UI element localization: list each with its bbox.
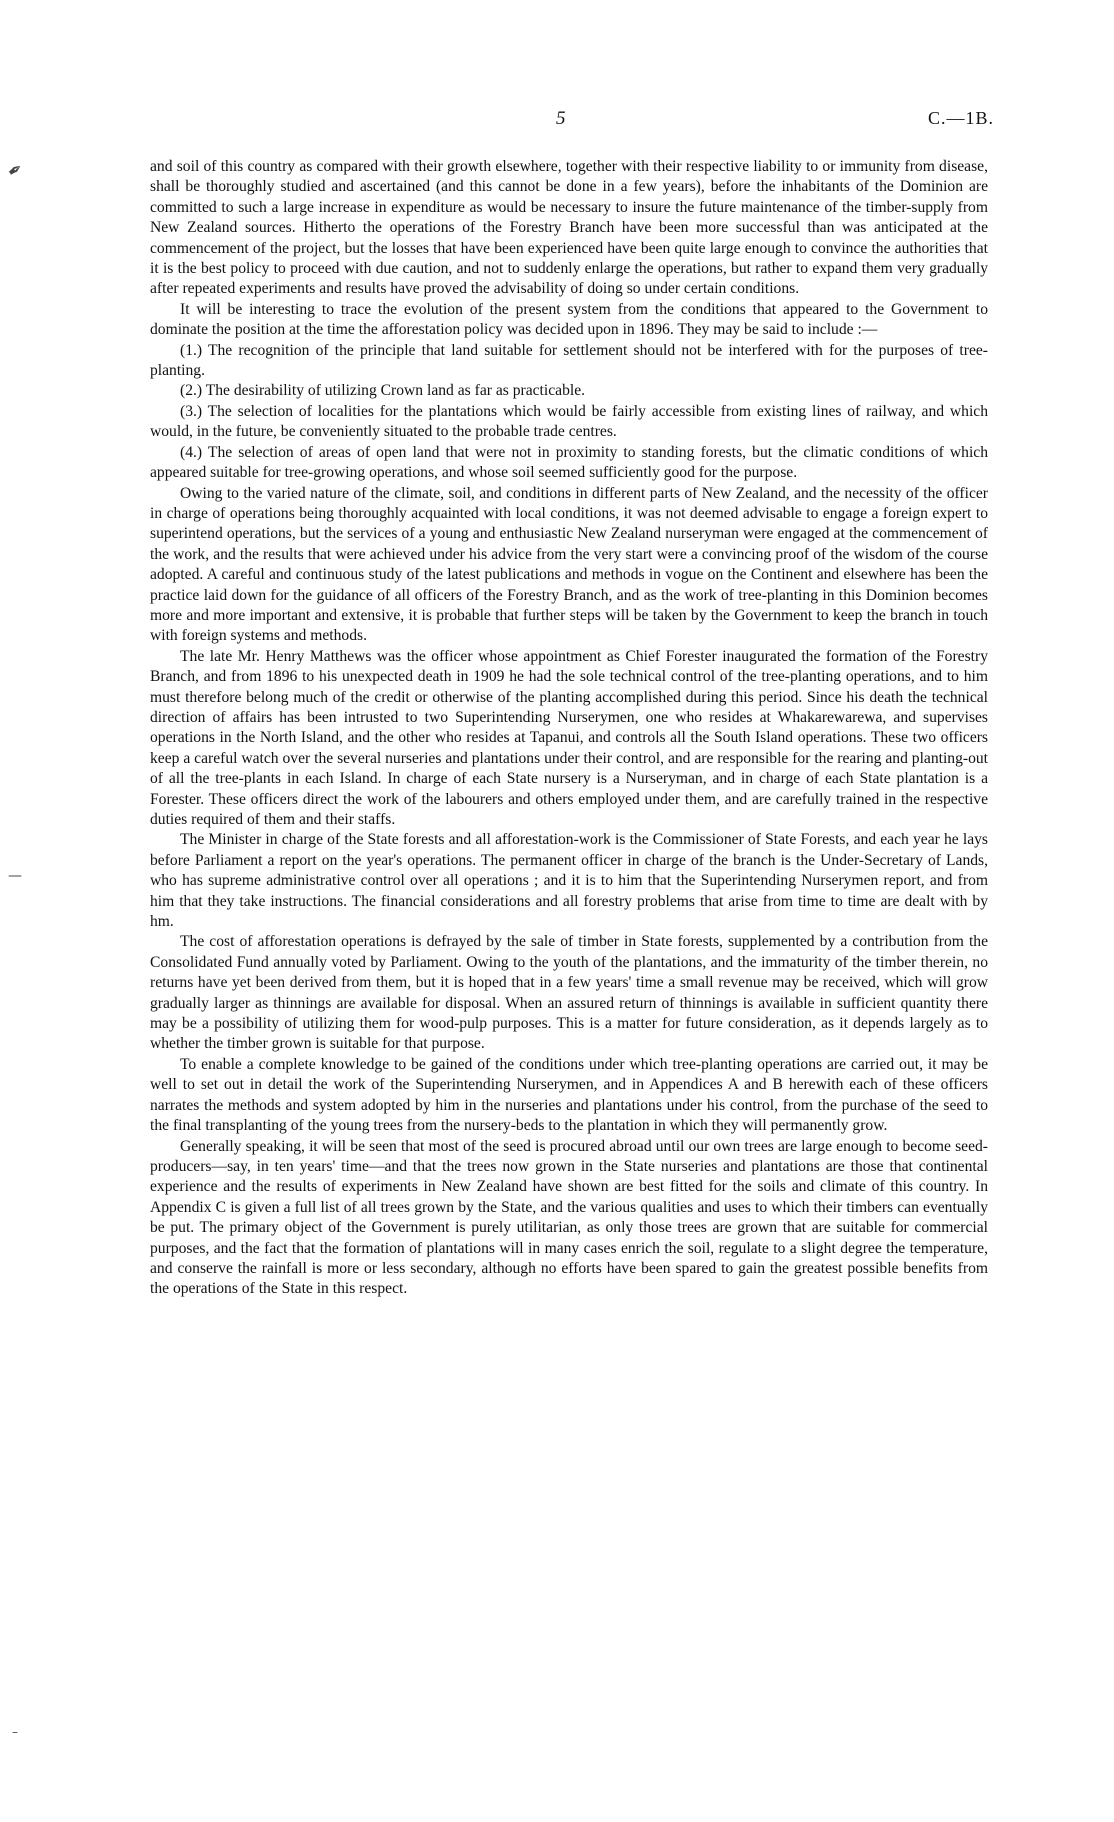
paragraph: It will be interesting to trace the evolution of the present system from the conditions that appeared to the Government to dominate the position at the time the afforestation policy was decided upon in 1896. They may be said to include :— — [150, 300, 988, 339]
paragraph: Generally speaking, it will be seen that most of the seed is procured abroad until our own trees are large enough to become seed-producers—say, in ten years' time—and that the trees now grown in the State nurseries and plantations are those that continental experience and the results of experiments in New Zealand have shown are best fitted for the soils and climate of this country. In Appendix C is given a full list of all trees grown by the State, and the various qualities and uses to which their timbers can eventually be put. The primary object of the Government is purely utilitarian, as only those trees are grown that are suitable for commercial purposes, and the fact that the formation of plantations will in many cases enrich the soil, regulate to a slight degree the temperature, and conserve the rainfall is more or less secondary, although no efforts have been spared to gain the greatest possible benefits from the operations of the State in this respect. — [150, 1137, 988, 1298]
margin-dash-icon: — — [8, 868, 22, 884]
body-text — [150, 157, 988, 1300]
paragraph: and soil of this country as compared with their growth elsewhere, together with their respective liability to or immunity from disease, shall be thoroughly studied and ascertained (and this cannot be done in a few years), before the inhabitants of the Dominion are committed to such a large increase in expenditure as would be necessary to insure the future maintenance of the timber-supply from New Zealand sources. Hitherto the operations of the Forestry Branch have been more successful than was anticipated at the commencement of the project, but the losses that have been experienced have been quite large enough to convince the authorities that it is the best policy to proceed with due caution, and not to suddenly enlarge the operations, but rather to expand them very gradually after repeated experiments and results have proved the advisability of doing so under certain conditions. — [150, 158, 988, 298]
document-reference: C.—1B. — [927, 108, 994, 128]
paragraph: To enable a complete knowledge to be gained of the conditions under which tree-planting operations are carried out, it may be well to set out in detail the work of the Superintending Nurserymen, and in Appendices A and B herewith each of these officers narrates the methods and system adopted by him in the nurseries and plantations under his control, from the purchase of the seed to the final transplanting of the young trees from the nursery-beds to the plantation in which they will permanently grow. — [150, 1055, 988, 1135]
list-item: (1.) The recognition of the principle that land suitable for settlement should not be interfered with for the purposes of tree-planting. — [150, 341, 988, 380]
margin-mark-icon: ✒ — [3, 157, 28, 184]
margin-dash-icon: – — [12, 1725, 18, 1739]
page-number: 5 — [556, 108, 566, 129]
paragraph: The late Mr. Henry Matthews was the officer whose appointment as Chief Forester inaugurated the formation of the Forestry Branch, and from 1896 to his unexpected death in 1909 he had the sole technical control of the tree-planting operations, and to him must therefore belong much of the credit or otherwise of the planting accomplished during this period. Since his death the technical direction of affairs has been intrusted to two Superintending Nurserymen, one who resides at Whakarewarewa, and supervises operations in the North Island, and the other who resides at Tapanui, and controls all the South Island operations. These two officers keep a careful watch over the several nurseries and plantations under their control, and are responsible for the rearing and planting-out of all the tree-plants in each Island. In charge of each State nursery is a Nurseryman, and in charge of each State plantation is a Forester. These officers direct the work of the labourers and others employed under them, and are carefully trained in the respective duties required of them and their staffs. — [150, 647, 988, 828]
list-item: (2.) The desirability of utilizing Crown land as far as practicable. — [180, 382, 586, 400]
page-header — [0, 108, 1114, 132]
paragraph: The cost of afforestation operations is defrayed by the sale of timber in State forests, supplemented by a contribution from the Consolidated Fund annually voted by Parliament. Owing to the youth of the plantations, and the immaturity of the timber therein, no returns have yet been derived from them, but it is hoped that in a few years' time a small revenue may be received, which will grow gradually larger as thinnings are available for disposal. When an assured return of thinnings is available in sufficient quantity there may be a possibility of utilizing them for wood-pulp purposes. This is a matter for future consideration, as it depends largely as to whether the timber grown is suitable for that purpose. — [150, 933, 988, 1053]
list-item: (4.) The selection of areas of open land that were not in proximity to standing forests, but the climatic conditions of which appeared suitable for tree-growing operations, and whose soil seemed sufficiently good for the purpose. — [150, 443, 988, 482]
paragraph: Owing to the varied nature of the climate, soil, and conditions in different parts of New Zealand, and the necessity of the officer in charge of operations being thoroughly acquainted with local conditions, it was not deemed advisable to engage a foreign expert to superintend operations, but the services of a young and enthusiastic New Zealand nurseryman were engaged at the commencement of the work, and the results that were achieved under his advice from the very start were a convincing proof of the wisdom of the course adopted. A careful and continuous study of the latest publications and methods in vogue on the Continent and elsewhere has been the practice laid down for the guidance of all officers of the Forestry Branch, and as the work of tree-planting in this Dominion becomes more and more important and extensive, it is probable that further steps will be taken by the Government to keep the branch in touch with foreign systems and methods. — [150, 484, 988, 645]
paragraph: The Minister in charge of the State forests and all afforestation-work is the Commissioner of State Forests, and each year he lays before Parliament a report on the year's operations. The permanent officer in charge of the branch is the Under-Secretary of Lands, who has supreme administrative control over all operations ; and it is to him that the Superintending Nurserymen report, and from him that they take instructions. The financial considerations and all forestry problems that arise from time to time are dealt with by hm. — [150, 831, 988, 931]
list-item: (3.) The selection of localities for the plantations which would be fairly accessible from existing lines of railway, and which would, in the future, be conveniently situated to the probable trade centres. — [150, 402, 988, 441]
